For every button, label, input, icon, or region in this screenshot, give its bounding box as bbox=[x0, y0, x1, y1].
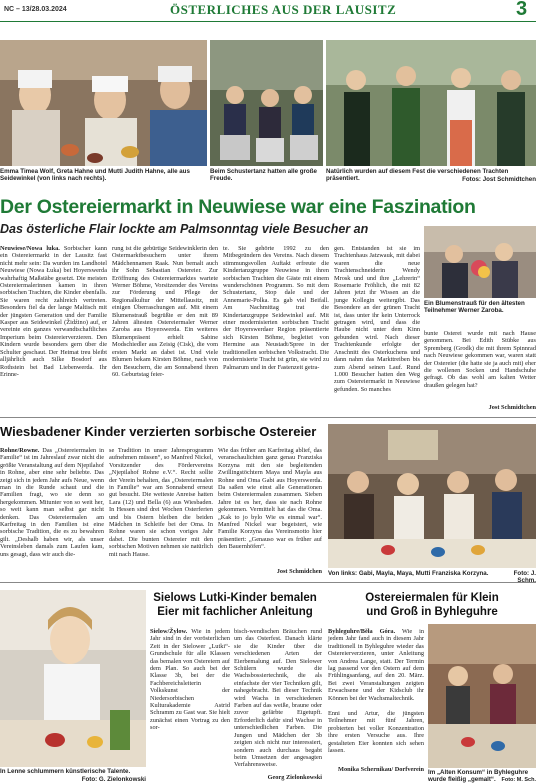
main-col-3: te. Sie gehörte 1992 zu den Mitbegründern des Vereins. Nach diesem stimmungsvollen Auftakt erfreute die Kindertanzgruppe Neuwiese in ihren sorbischen Trachten die Gäste mit einem wunderschönen Programm. So mit dem Schustertanz, Stop dale und der Annemarie-Polka. Es gab viel Beifall. Am Nachmittag trat die Kindertanzgruppe Seidewinkel auf. Mit einer modernisierten sorbischen Tracht der Hoyerswerdaer Region präsentierte sich Kirsten Böhme, begleitet von Hermine aus Neustadt/Spree in der traditionellen sorbischen Volkstracht. Die modernisierte Tracht ist grün, sie wird zu Palmarum und in der Fastenzeit getra- bbox=[223, 245, 329, 371]
byhleguhre-col-2: Enni und Artur, die jüngsten Teilnehmer mit fünf Jahren, probierten bei voller Konzentration ihre ersten Versuche aus. Ihre gestalteten Eier konnten sich sehen lassen. bbox=[328, 710, 424, 755]
sielow-col-1 bbox=[150, 628, 230, 732]
main-col-4: gen. Entstanden ist sie im Trachtenhaus Jatzwauk, mit dabei waren die neue Trachtenschneiderin Wendy Mrosk und und ihre „Lehrerin“ Rosemarie Fröhlich, die mit 82 Jahren jetzt ihr Wissen an die junge Kollegin weitergibt. Das Besondere an der grünen Tracht ist, dass unter ihr kein Unterrock getragen wird, und dass die Haube nicht unter dem Kinn gebunden wird. Nach dieser Trachtenkunde erfolgte der Anschnitt des Osterkuchens und dann nahm das Markttreiben bis zum Abend seinen Lauf. Rund 1.000 Besucher hatten den Weg zum Ostereiermarkt in Neuwiese gefunden. So manches bbox=[334, 245, 420, 393]
sielow-dateline: Sielow/Žylow. bbox=[150, 628, 188, 635]
sielow-author: Georg Zielonkowski bbox=[267, 774, 322, 781]
wiesbaden-author: Jost Schmidchen bbox=[276, 568, 322, 575]
byhleguhre-headline-1: Ostereiermalen für Klein bbox=[365, 592, 499, 604]
photo-blumenstrauss bbox=[424, 226, 536, 298]
main-col-1 bbox=[0, 245, 107, 378]
byhleguhre-headline-2: und Groß in Byhleguhre bbox=[366, 606, 498, 618]
sielow-headline-1: Sielows Lutki-Kinder bemalen bbox=[153, 592, 317, 604]
main-col-5: bunte Osterei wurde mit nach Hause genommen. Bei Edith Stübke aus Spremberg (Grodk) die mit ihrem Spinnrad nach Neuwiese gekommen war, waren statt der Ostereier (die hatte sie ja auch mit) eher die wollenen Socken und Handschuhe gefragt. Ob das wohl am kalten Wetter draußen gelegen hat? bbox=[424, 330, 536, 389]
main-headline: Der Ostereiermarkt in Neuwiese war eine Faszination bbox=[0, 196, 476, 218]
sielow-photo-caption: In Lenne schlummern künstlerische Talente. bbox=[0, 768, 131, 775]
wiesbaden-col-2: se Tradition in unser Jahresprogramm aufnehmen müssen“, so Manfred Nickel, Vorsitzender des Fördervereins „Njepilahof Rohne e.V.“. Recht sollte der Verein behalten, das „Ostereiermalen in Familie“ war am Sonnabend erneut gut besucht. Die weiteste Anreise hatten Lara (12) und Bella (6) aus Wiesbaden. In Hessen sind drei Wochen Osterferien und bis Ostern bleiben die beiden Mädchen in Schleife bei der Oma. In Rohne waren sie schon voriges Jahr dabei. Die bunten Ostereier mit den sorbischen Motiven nehmen sie natürlich mit nach Hause. bbox=[109, 447, 213, 558]
wiesbaden-photo-credit: Foto: J. Schm. bbox=[513, 570, 536, 585]
byhleguhre-dateline: Byhleguhre/Běła Góra. bbox=[328, 628, 396, 635]
sielow-col-2: bisch-wendischen Bräuchen rund um das Osterfest. Danach klärte sie die Kinder über die verschiedenen Arten der Eierbemalung auf. Den Sielower Schülern wurde die Wachsbossiertechnik, die als einfachste der vier Techniken gilt, nahegebracht. Bei dieser Technik wird Wachs in verschiedenen Farben auf das weiße, braune oder zuvor gefärbte Eigetupft. Erforderlich dafür sind Wachse in unterschiedlichen Farben. Die Jungen und Mädchen der 3b zeigten sich nicht nur interessiert, sondern auch durchaus begabt beim Umsetzen der angesagten Verfahrensweise. bbox=[234, 628, 322, 769]
wiesbaden-photo-caption: Von links: Gabi, Mayla, Maya, Mutti Franziska Korzyna. bbox=[328, 570, 489, 577]
byhleguhre-author: Monika Schernikau/ Dorfverein bbox=[338, 766, 424, 773]
wiesbaden-col-1-text: Das „Ostereiermalen in Familie“ ist im Jahreslauf zwar nicht die größte Veranstaltung auf dem Njepilahof in Rohne, aber eine sehr beliebte. Das zeigt sich in jedem Jahr aufs Neue, wenn man in die Runde schaut und die Familien fragt, wo sie denn so hergekommen. Mitunter von so weit her, so weit kann man selbst gar nicht denken. Das Ostereiermalen am Karfreitag in den Familien ist eine sorbische Tradition, die es zu bewahren gilt. „Deshalb haben wir, als unser Vereinsleben damals zum Laufen kam, uns gesagt, dass wir auch die- bbox=[0, 447, 104, 558]
top-caption-3: Natürlich wurden auf diesem Fest die verschiedenen Trachten präsentiert. bbox=[326, 168, 509, 183]
section-title: ÖSTERLICHES AUS DER LAUSITZ bbox=[170, 2, 397, 17]
page-number: 3 bbox=[516, 0, 528, 20]
top-caption-2: Beim Schustertanz hatten alle große Freude. bbox=[210, 168, 317, 183]
photo-girls-easter-eggs bbox=[0, 40, 207, 166]
wiesbaden-col-3: Wie das früher am Karfreitag ablief, das veranschaulichten ganz genau Franziska Korzyna mit den sie begleitenden Zwillingstöchtern Maya und Mayla aus Rohne und Oma Gabi aus Hoyerswerda. Da saßen wie einst alle Generationen beim Ostereiermalen zusammen. Sieben Jahre ist es her, dass sie nach Rohne gekommen. Vermittelt hat das die Oma. „Kak to jo bylo Wie es einmal war“. Manfred Nickel war begeistert, wie Familie Korzyna das Vereinsmotto hier präsentiert: „Genauso war es früher auf den Bauernhöfen“. bbox=[218, 447, 322, 551]
photo-schustertanz bbox=[210, 40, 323, 166]
divider-1 bbox=[0, 417, 536, 418]
byhleguhre-col-1 bbox=[328, 628, 424, 702]
wiesbaden-dateline: Rohne/Rowne. bbox=[0, 447, 40, 454]
main-side-caption: Ein Blumenstrauß für den ältesten Teilnehmer Werner Zaroba. bbox=[424, 300, 525, 315]
sielow-photo-credit: Foto: G. Zielonkowski bbox=[81, 776, 146, 783]
photo-lenne-talente bbox=[0, 590, 146, 767]
main-author: Jost Schmidtchen bbox=[488, 404, 536, 411]
byhleguhre-photo-credit: Foto: M. Sch. bbox=[501, 777, 536, 783]
sielow-headline-2: Eier mit fachlicher Anleitung bbox=[157, 606, 313, 618]
top-photo-credit: Fotos: Jost Schmidtchen bbox=[462, 176, 536, 183]
main-col-1-text: Sorbischer kann ein Ostereiermarkt in der Lausitz fast nicht mehr sein: Da wurden im Landhotel Neuwiese (Nowa Łuka) bei Hoyerswerda wahrhaftig Maßstäbe gesetzt. Die meisten Ostereiermalerinnen kamen in ihren sorbischen Trachten, die Kinder ebenfalls. Sie waren recht zahlreich vertreten. Besonders fiel da der lange Maltisch mit der jüngsten Generation und der Familie Kasper aus Seidewinkel (Židźino) auf, er vereinte ein ganzes verwandtschaftliches Imperium beim Ostereierverzieren. Den Kindern wurde besonders gern über die Schulter geschaut. Der Heimat treu bleibt alljährlich auch Silke Bosdorf aus Rothstein bei Bad Liebenwerda. Ihr Erinne- bbox=[0, 245, 108, 378]
issue-label: NC – 13/28.03.2024 bbox=[4, 6, 67, 13]
wiesbaden-headline: Wiesbadener Kinder verzierten sorbische Ostereier bbox=[0, 424, 317, 439]
divider-2 bbox=[0, 582, 536, 583]
wiesbaden-col-1 bbox=[0, 447, 104, 558]
main-subheadline: Das österliche Flair lockte am Palmsonntag viele Besucher an bbox=[0, 222, 369, 236]
page-header bbox=[0, 0, 536, 22]
sielow-col-1-text: Wie in jedem Jahr sind in der vorösterlichen Zeit in der Sielower „Lutki“-Grundschule für alle Klassen das bemalen von Ostereiern auf dem Plan. So auch bei der Klasse 3b, bei der die Fachbereichsleiterin Volkskunst der Niedersorbischen Kulturakademie Astrid Schramm zu Gast war. Sie hielt zunächst einen Vortrag zu den sor- bbox=[150, 628, 230, 732]
photo-alter-konsum bbox=[428, 624, 536, 768]
main-dateline: Neuwiese/Nowa luka. bbox=[0, 245, 60, 252]
top-caption-1: Emma Timea Wolf, Greta Hahne und Mutti Judith Hahne, alle aus Seidewinkel (von links nach rechts). bbox=[0, 168, 190, 183]
byhleguhre-col-1-text: Wie in jedem Jahr fand auch in diesem Jahr traditionell in Byhleguhre wieder das Ostereierverzieren, unter Anleitung von Andrea Lange, statt. Der Termin lag passend vor den Ostern auf dem Frühlingsanfang, auf den 20. März. Bei zwei Veranstaltungen zeigten Erwachsene und der Kidsclub ihr Können bei der Wachsmaltechnik. bbox=[328, 628, 424, 702]
photo-familie-korzyna bbox=[328, 424, 536, 568]
byhleguhre-photo-caption: Im „Alten Konsum“ in Byhleguhre wurde fleißig „gemalt“. bbox=[428, 769, 529, 784]
main-col-2: rung ist die gebürtige Seidewinklerin den Ostermarktbesuchern unter ihrem Mädchennamen Raak. Nun bemalt auch ihr Sohn Sebastian Ostereier. Zur Eröffnung des Ostereiermarktes wartete Werner Böhme, Vorsitzender des Vereins zur Förderung und Pflege der Regionalkultur der Mittellausitz, mit einigen Überraschungen auf. Mit einem Blumenstrauß begrüßte er den mit 89 Jahren ältesten Ostereiermaler Werner Zaroba aus Hoyerswerda. Ein weiteres Blumenpräsent erhielt Sabine Modschiedler aus Zeisig (Cisk), die vom ersten Markt an dabei ist. Und viele Blumen bekam Kirsten Böhme, nach von den Besuchern, die am Sonnabend ihren 60. Geburtstag feier- bbox=[112, 245, 218, 378]
photo-trachten bbox=[326, 40, 536, 166]
